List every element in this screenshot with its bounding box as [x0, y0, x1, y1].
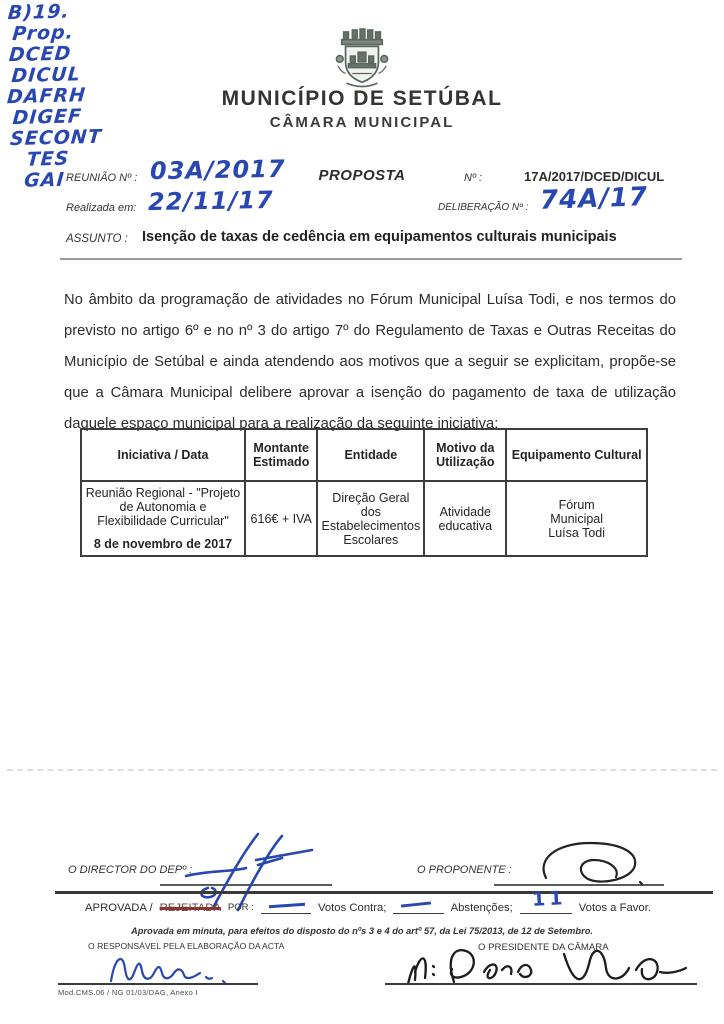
handwritten-dash — [401, 901, 431, 907]
handwritten-dash — [269, 903, 305, 909]
council-subtitle: CÂMARA MUNICIPAL — [269, 114, 455, 131]
proponente-signature — [528, 838, 650, 894]
approval-vote-row — [85, 887, 651, 914]
reuniao-number-label: REUNIÃO Nº : — [66, 172, 138, 184]
coat-of-arms-icon — [333, 27, 391, 89]
handwritten-note: DIGEF — [11, 105, 83, 130]
handwritten-note: TES — [25, 147, 71, 171]
reuniao-number-handwritten-value: 03A/2017 — [149, 154, 286, 186]
equipamento-text: Fórum Municipal Luísa Todi — [548, 497, 606, 540]
meeting-date-handwritten-value: 22/11/17 — [147, 185, 274, 217]
iniciativa-date: 8 de novembro de 2017 — [93, 537, 233, 551]
acta-signature-line — [58, 983, 258, 985]
aprovada-label: APROVADA / — [85, 902, 153, 914]
votos-favor-handwritten-value: 11 — [531, 887, 567, 911]
cell-iniciativa-data — [81, 481, 245, 556]
form-code-text: Mod.CMS.06 / NG 01/03/DAG, Anexo I — [58, 988, 198, 997]
deliberacao-number-handwritten-value: 74A/17 — [539, 182, 649, 216]
proposal-number-label: Nº : — [464, 172, 483, 184]
table-header-row — [81, 429, 647, 481]
col-header-iniciativa-data: Iniciativa / Data — [81, 429, 245, 481]
approval-divider-line — [55, 891, 713, 894]
deliberacao-number-label: DELIBERAÇÃO Nº : — [438, 202, 529, 213]
municipality-title: MUNICÍPIO DE SETÚBAL — [221, 87, 503, 110]
votos-contra-blank — [261, 900, 311, 914]
entidade-text: Direção Geral dos Estabelecimentos Escolares — [321, 490, 421, 547]
abstencoes-label: Abstenções; — [450, 902, 513, 914]
votos-favor-label: Votos a Favor. — [578, 902, 651, 914]
minuta-note: Aprovada em minuta, para efeitos do disposto do nºs 3 e 4 do artº 57, da Lei 75/2013, de 12 de Setembro. — [131, 926, 593, 936]
proponente-label: O PROPONENTE : — [417, 864, 512, 876]
handwritten-note: DICUL — [10, 63, 82, 88]
handwritten-note: DCED — [8, 42, 73, 67]
presidente-camara-label: O PRESIDENTE DA CÂMARA — [478, 942, 609, 953]
col-header-equipamento-cultural: Equipamento Cultural — [506, 429, 647, 481]
realizada-em-label: Realizada em: — [66, 202, 137, 214]
director-label: O DIRECTOR DO DEPº : — [68, 864, 193, 876]
handwritten-note: B)19. — [6, 0, 71, 25]
col-header-montante-estimado: Montante Estimado — [245, 429, 317, 481]
proposal-body-paragraph: No âmbito da programação de atividades no Fórum Municipal Luísa Todi, e nos termos do previsto no artigo 6º e no nº 3 do artigo 7º do Regulamento de Taxas e Outras Receitas do Município de Setúbal e ainda atendendo aos motivos que a seguir se explicitam, propõe-se que a Câmara Municipal delibere aprovar a isenção do pagamento de taxa de utilização daquele espaço municipal para a realização da seguinte iniciativa: — [64, 292, 676, 432]
por-label: POR : — [227, 902, 254, 913]
handwritten-note: DAFRH — [6, 84, 87, 109]
handwritten-note: GAI — [23, 168, 66, 192]
header-divider-line — [60, 258, 682, 260]
cell-entidade — [317, 481, 424, 556]
votos-contra-label: Votos Contra; — [317, 902, 387, 914]
table-row — [81, 481, 647, 556]
proposal-number-value: 17A/2017/DCED/DICUL — [524, 169, 665, 184]
abstencoes-blank — [393, 900, 443, 914]
handwritten-note: Prop. — [11, 21, 75, 46]
responsavel-acta-label: O RESPONSÁVEL PELA ELABORAÇÃO DA ACTA — [88, 941, 285, 951]
presidente-signature-line — [385, 983, 697, 985]
cell-equipamento — [506, 481, 647, 556]
initiative-table — [80, 428, 648, 557]
col-header-entidade: Entidade — [317, 429, 424, 481]
rejeitada-struck-label: REJEITADA — [159, 902, 221, 914]
handwritten-note: SECONT — [9, 125, 103, 151]
assunto-subject-text: Isenção de taxas de cedência em equipamentos culturais municipais — [142, 229, 617, 245]
proposta-heading: PROPOSTA — [318, 167, 406, 184]
faint-dashed-scan-line — [7, 769, 717, 771]
iniciativa-title: Reunião Regional - "Projeto de Autonomia e Flexibilidade Curricular" — [85, 486, 241, 528]
col-header-motivo-utilizacao: Motivo da Utilização — [424, 429, 506, 481]
votos-favor-blank — [520, 887, 572, 914]
cell-montante: 616€ + IVA — [245, 481, 317, 556]
cell-motivo: Atividade educativa — [424, 481, 506, 556]
assunto-label: ASSUNTO : — [66, 233, 128, 245]
